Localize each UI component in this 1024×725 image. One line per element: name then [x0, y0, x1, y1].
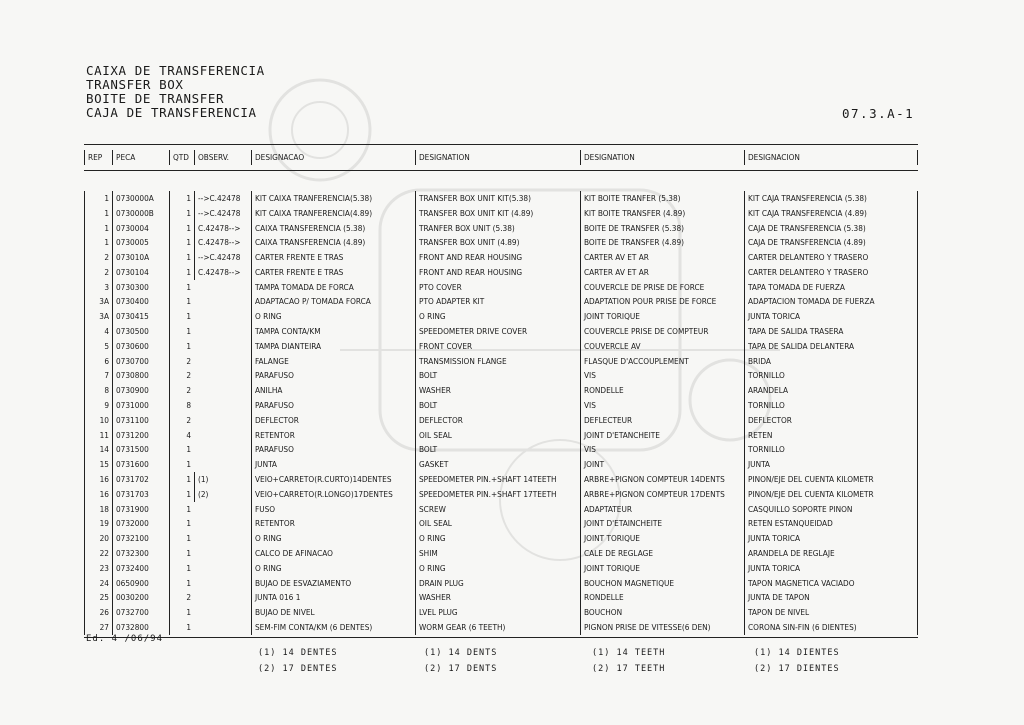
- cell-fr: VIS: [580, 442, 744, 457]
- cell-fr: COUVERCLE PRISE DE COMPTEUR: [580, 324, 744, 339]
- cell-qtd: 1: [169, 561, 194, 576]
- cell-fr: JOINT TORIQUE: [580, 309, 744, 324]
- cell-qtd: 1: [169, 487, 194, 502]
- cell-fr: JOINT TORIQUE: [580, 561, 744, 576]
- cell-pt: O RING: [251, 531, 415, 546]
- cell-es: ARANDELA: [744, 383, 918, 398]
- cell-en: OIL SEAL: [415, 516, 580, 531]
- cell-obs: (1): [194, 472, 251, 487]
- cell-en: SPEEDOMETER PIN.+SHAFT 14TEETH: [415, 472, 580, 487]
- cell-peca: 0731703: [112, 487, 169, 502]
- cell-en: PTO ADAPTER KIT: [415, 294, 580, 309]
- cell-peca: 0731900: [112, 502, 169, 517]
- cell-rep: 14: [84, 442, 112, 457]
- cell-rep: 2: [84, 250, 112, 265]
- cell-es: RETEN: [744, 428, 918, 443]
- cell-rep: 1: [84, 191, 112, 206]
- cell-qtd: 1: [169, 206, 194, 221]
- cell-qtd: 2: [169, 383, 194, 398]
- cell-es: CARTER DELANTERO Y TRASERO: [744, 265, 918, 280]
- cell-pt: FALANGE: [251, 354, 415, 369]
- cell-pt: FUSO: [251, 502, 415, 517]
- cell-rep: 11: [84, 428, 112, 443]
- cell-rep: 1: [84, 206, 112, 221]
- cell-es: CORONA SIN-FIN (6 DIENTES): [744, 620, 918, 635]
- cell-peca: 0730600: [112, 339, 169, 354]
- cell-qtd: 1: [169, 546, 194, 561]
- cell-fr: RONDELLE: [580, 383, 744, 398]
- cell-peca: 0730900: [112, 383, 169, 398]
- cell-es: TAPON DE NIVEL: [744, 605, 918, 620]
- cell-fr: CARTER AV ET AR: [580, 250, 744, 265]
- table-row: [84, 517, 918, 532]
- cell-es: BRIDA: [744, 354, 918, 369]
- cell-fr: VIS: [580, 368, 744, 383]
- cell-en: BOLT: [415, 442, 580, 457]
- cell-obs: C.42478-->: [194, 235, 251, 250]
- cell-rep: 18: [84, 502, 112, 517]
- table-body: [84, 171, 918, 637]
- cell-qtd: 1: [169, 250, 194, 265]
- cell-qtd: 1: [169, 309, 194, 324]
- cell-fr: VIS: [580, 398, 744, 413]
- cell-qtd: 2: [169, 590, 194, 605]
- cell-pt: KIT CAIXA TRANFERENCIA(4.89): [251, 206, 415, 221]
- cell-rep: 10: [84, 413, 112, 428]
- cell-qtd: 1: [169, 221, 194, 236]
- cell-peca: 0731500: [112, 442, 169, 457]
- cell-pt: PARAFUSO: [251, 368, 415, 383]
- cell-peca: 0730004: [112, 221, 169, 236]
- cell-pt: RETENTOR: [251, 428, 415, 443]
- cell-en: GASKET: [415, 457, 580, 472]
- title-en: TRANSFER BOX: [86, 77, 184, 92]
- cell-es: KIT CAJA TRANSFERENCIA (4.89): [744, 206, 918, 221]
- footnote-es-1: (1) 14 DIENTES: [754, 648, 840, 658]
- cell-qtd: 1: [169, 576, 194, 591]
- cell-es: TORNILLO: [744, 368, 918, 383]
- table-row: [84, 250, 918, 265]
- cell-en: FRONT AND REAR HOUSING: [415, 265, 580, 280]
- cell-rep: 3A: [84, 294, 112, 309]
- cell-es: CAJA DE TRANSFERENCIA (5.38): [744, 221, 918, 236]
- cell-fr: JOINT D'ETANCHEITE: [580, 428, 744, 443]
- table-row: [84, 221, 918, 236]
- cell-peca: 0730700: [112, 354, 169, 369]
- title-fr: BOITE DE TRANSFER: [86, 91, 225, 106]
- cell-qtd: 4: [169, 428, 194, 443]
- footnote-fr-2: (2) 17 TEETH: [592, 664, 666, 674]
- footnotes-pt: [258, 645, 338, 677]
- cell-rep: 9: [84, 398, 112, 413]
- cell-qtd: 1: [169, 280, 194, 295]
- cell-peca: 0731600: [112, 457, 169, 472]
- cell-qtd: 1: [169, 620, 194, 635]
- cell-fr: CARTER AV ET AR: [580, 265, 744, 280]
- table-row: [84, 383, 918, 398]
- cell-obs: -->C.42478: [194, 250, 251, 265]
- cell-rep: 8: [84, 383, 112, 398]
- table-row: [84, 443, 918, 458]
- table-row: [84, 280, 918, 295]
- cell-pt: DEFLECTOR: [251, 413, 415, 428]
- cell-rep: 1: [84, 235, 112, 250]
- cell-en: TRANSFER BOX UNIT (4.89): [415, 235, 580, 250]
- cell-fr: COUVERCLE AV: [580, 339, 744, 354]
- table-row: [84, 502, 918, 517]
- cell-rep: 2: [84, 265, 112, 280]
- cell-en: TRANSMISSION FLANGE: [415, 354, 580, 369]
- cell-fr: PIGNON PRISE DE VITESSE(6 DEN): [580, 620, 744, 635]
- title-block: [86, 64, 265, 120]
- cell-pt: SEM-FIM CONTA/KM (6 DENTES): [251, 620, 415, 635]
- header-designacion: DESIGNACION: [744, 150, 918, 165]
- cell-peca: 0731702: [112, 472, 169, 487]
- cell-pt: PARAFUSO: [251, 398, 415, 413]
- cell-peca: 0730104: [112, 265, 169, 280]
- table-row: [84, 191, 918, 206]
- cell-rep: 20: [84, 531, 112, 546]
- footnotes-fr: [592, 645, 665, 677]
- cell-peca: 0730000B: [112, 206, 169, 221]
- cell-qtd: 1: [169, 265, 194, 280]
- footnotes-en: [424, 645, 497, 677]
- footnotes-es: [754, 645, 840, 677]
- cell-en: OIL SEAL: [415, 428, 580, 443]
- table-row: [84, 487, 918, 502]
- cell-fr: JOINT D'ETAINCHEITE: [580, 516, 744, 531]
- table-row: [84, 561, 918, 576]
- cell-peca: 0732300: [112, 546, 169, 561]
- cell-fr: KIT BOITE TRANSFER (4.89): [580, 206, 744, 221]
- cell-qtd: 1: [169, 191, 194, 206]
- cell-qtd: 1: [169, 457, 194, 472]
- footnote-pt-2: (2) 17 DENTES: [258, 664, 338, 674]
- cell-peca: 0732000: [112, 516, 169, 531]
- cell-fr: COUVERCLE DE PRISE DE FORCE: [580, 280, 744, 295]
- cell-peca: 0731100: [112, 413, 169, 428]
- cell-en: DRAIN PLUG: [415, 576, 580, 591]
- cell-peca: 0730500: [112, 324, 169, 339]
- header-peca: PECA: [112, 150, 169, 165]
- cell-en: FRONT AND REAR HOUSING: [415, 250, 580, 265]
- cell-peca: 0732800: [112, 620, 169, 635]
- cell-qtd: 1: [169, 235, 194, 250]
- table-row: [84, 369, 918, 384]
- cell-peca: 0732100: [112, 531, 169, 546]
- cell-en: SPEEDOMETER PIN.+SHAFT 17TEETH: [415, 487, 580, 502]
- cell-qtd: 1: [169, 472, 194, 487]
- cell-es: JUNTA: [744, 457, 918, 472]
- cell-peca: 0730400: [112, 294, 169, 309]
- cell-qtd: 2: [169, 368, 194, 383]
- cell-peca: 0730005: [112, 235, 169, 250]
- cell-pt: O RING: [251, 561, 415, 576]
- table-row: [84, 413, 918, 428]
- parts-table: [84, 144, 918, 638]
- cell-peca: 073010A: [112, 250, 169, 265]
- cell-rep: 16: [84, 487, 112, 502]
- header-designacao: DESIGNACAO: [251, 150, 415, 165]
- cell-pt: RETENTOR: [251, 516, 415, 531]
- cell-pt: TAMPA DIANTEIRA: [251, 339, 415, 354]
- footnote-en-1: (1) 14 DENTS: [424, 648, 498, 658]
- cell-pt: KIT CAIXA TRANFERENCIA(5.38): [251, 191, 415, 206]
- cell-peca: 0730800: [112, 368, 169, 383]
- cell-en: O RING: [415, 531, 580, 546]
- cell-pt: JUNTA 016 1: [251, 590, 415, 605]
- cell-pt: TAMPA TOMADA DE FORCA: [251, 280, 415, 295]
- cell-fr: BOUCHON MAGNETIQUE: [580, 576, 744, 591]
- cell-en: TRANFER BOX UNIT (5.38): [415, 221, 580, 236]
- cell-en: SHIM: [415, 546, 580, 561]
- cell-peca: 0732400: [112, 561, 169, 576]
- header-rep: REP: [84, 150, 112, 165]
- cell-es: PINON/EJE DEL CUENTA KILOMETR: [744, 487, 918, 502]
- footnote-fr-1: (1) 14 TEETH: [592, 648, 666, 658]
- cell-es: TORNILLO: [744, 442, 918, 457]
- cell-es: CAJA DE TRANSFERENCIA (4.89): [744, 235, 918, 250]
- cell-fr: ARBRE+PIGNON COMPTEUR 17DENTS: [580, 487, 744, 502]
- cell-obs: C.42478-->: [194, 265, 251, 280]
- cell-fr: BOITE DE TRANSFER (4.89): [580, 235, 744, 250]
- cell-rep: 15: [84, 457, 112, 472]
- table-row: [84, 339, 918, 354]
- cell-obs: C.42478-->: [194, 221, 251, 236]
- cell-en: O RING: [415, 309, 580, 324]
- cell-fr: DEFLECTEUR: [580, 413, 744, 428]
- footnote-en-2: (2) 17 DENTS: [424, 664, 498, 674]
- cell-qtd: 2: [169, 354, 194, 369]
- footnote-pt-1: (1) 14 DENTES: [258, 648, 338, 658]
- cell-rep: 23: [84, 561, 112, 576]
- footnote-es-2: (2) 17 DIENTES: [754, 664, 840, 674]
- table-row: [84, 398, 918, 413]
- cell-obs: -->C.42478: [194, 191, 251, 206]
- cell-pt: O RING: [251, 309, 415, 324]
- cell-en: SPEEDOMETER DRIVE COVER: [415, 324, 580, 339]
- header-designation-en: DESIGNATION: [415, 150, 580, 165]
- cell-peca: 0731200: [112, 428, 169, 443]
- cell-pt: CAIXA TRANSFERENCIA (5.38): [251, 221, 415, 236]
- cell-en: TRANSFER BOX UNIT KIT (4.89): [415, 206, 580, 221]
- table-row: [84, 309, 918, 324]
- cell-fr: JOINT TORIQUE: [580, 531, 744, 546]
- cell-es: TAPA DE SALIDA DELANTERA: [744, 339, 918, 354]
- cell-obs: -->C.42478: [194, 206, 251, 221]
- cell-fr: KIT BOITE TRANFER (5.38): [580, 191, 744, 206]
- cell-rep: 19: [84, 516, 112, 531]
- cell-rep: 3: [84, 280, 112, 295]
- cell-en: WASHER: [415, 383, 580, 398]
- cell-pt: BUJAO DE NIVEL: [251, 605, 415, 620]
- table-row: [84, 472, 918, 487]
- cell-fr: BOITE DE TRANSFER (5.38): [580, 221, 744, 236]
- cell-peca: 0732700: [112, 605, 169, 620]
- cell-pt: PARAFUSO: [251, 442, 415, 457]
- table-row: [84, 428, 918, 443]
- cell-en: WORM GEAR (6 TEETH): [415, 620, 580, 635]
- table-row: [84, 546, 918, 561]
- cell-pt: CAIXA TRANSFERENCIA (4.89): [251, 235, 415, 250]
- cell-rep: 25: [84, 590, 112, 605]
- cell-es: RETEN ESTANQUEIDAD: [744, 516, 918, 531]
- cell-es: KIT CAJA TRANSFERENCIA (5.38): [744, 191, 918, 206]
- cell-pt: VEIO+CARRETO(R.LONGO)17DENTES: [251, 487, 415, 502]
- cell-obs: (2): [194, 487, 251, 502]
- cell-rep: 3A: [84, 309, 112, 324]
- cell-pt: ADAPTACAO P/ TOMADA FORCA: [251, 294, 415, 309]
- cell-es: TORNILLO: [744, 398, 918, 413]
- cell-en: LVEL PLUG: [415, 605, 580, 620]
- table-row: [84, 605, 918, 620]
- cell-fr: BOUCHON: [580, 605, 744, 620]
- title-pt: CAIXA DE TRANSFERENCIA: [86, 63, 265, 78]
- cell-pt: CALCO DE AFINACAO: [251, 546, 415, 561]
- cell-qtd: 1: [169, 324, 194, 339]
- table-row: [84, 324, 918, 339]
- cell-pt: CARTER FRENTE E TRAS: [251, 265, 415, 280]
- cell-rep: 27: [84, 620, 112, 635]
- cell-es: TAPON MAGNETICA VACIADO: [744, 576, 918, 591]
- cell-qtd: 2: [169, 413, 194, 428]
- cell-pt: CARTER FRENTE E TRAS: [251, 250, 415, 265]
- cell-en: SCREW: [415, 502, 580, 517]
- table-row: [84, 295, 918, 310]
- table-row: [84, 457, 918, 472]
- cell-rep: 24: [84, 576, 112, 591]
- cell-pt: JUNTA: [251, 457, 415, 472]
- cell-qtd: 1: [169, 531, 194, 546]
- cell-es: ARANDELA DE REGLAJE: [744, 546, 918, 561]
- cell-qtd: 1: [169, 442, 194, 457]
- table-row: [84, 531, 918, 546]
- cell-qtd: 1: [169, 605, 194, 620]
- cell-en: O RING: [415, 561, 580, 576]
- cell-es: DEFLECTOR: [744, 413, 918, 428]
- cell-fr: CALE DE REGLAGE: [580, 546, 744, 561]
- cell-rep: 5: [84, 339, 112, 354]
- table-row: [84, 235, 918, 250]
- title-es: CAJA DE TRANSFERENCIA: [86, 105, 257, 120]
- cell-en: PTO COVER: [415, 280, 580, 295]
- cell-fr: JOINT: [580, 457, 744, 472]
- cell-es: CASQUILLO SOPORTE PINON: [744, 502, 918, 517]
- cell-pt: ANILHA: [251, 383, 415, 398]
- cell-en: TRANSFER BOX UNIT KIT(5.38): [415, 191, 580, 206]
- cell-pt: VEIO+CARRETO(R.CURTO)14DENTES: [251, 472, 415, 487]
- edition-date: Ed. 4 /06/94: [86, 634, 164, 644]
- cell-rep: 1: [84, 221, 112, 236]
- page-reference: 07.3.A-1: [842, 106, 915, 121]
- cell-peca: 0730300: [112, 280, 169, 295]
- cell-en: WASHER: [415, 590, 580, 605]
- cell-fr: RONDELLE: [580, 590, 744, 605]
- cell-es: TAPA DE SALIDA TRASERA: [744, 324, 918, 339]
- cell-rep: 4: [84, 324, 112, 339]
- cell-fr: ARBRE+PIGNON COMPTEUR 14DENTS: [580, 472, 744, 487]
- cell-rep: 7: [84, 368, 112, 383]
- table-row: [84, 354, 918, 369]
- cell-en: DEFLECTOR: [415, 413, 580, 428]
- cell-es: JUNTA TORICA: [744, 531, 918, 546]
- table-header-row: [84, 145, 918, 171]
- cell-qtd: 1: [169, 339, 194, 354]
- header-qtd: QTD: [169, 150, 194, 165]
- cell-es: PINON/EJE DEL CUENTA KILOMETR: [744, 472, 918, 487]
- header-designation-fr: DESIGNATION: [580, 150, 744, 165]
- cell-es: CARTER DELANTERO Y TRASERO: [744, 250, 918, 265]
- cell-fr: ADAPTATION POUR PRISE DE FORCE: [580, 294, 744, 309]
- cell-pt: BUJAO DE ESVAZIAMENTO: [251, 576, 415, 591]
- cell-peca: 0030200: [112, 590, 169, 605]
- cell-rep: 22: [84, 546, 112, 561]
- cell-fr: FLASQUE D'ACCOUPLEMENT: [580, 354, 744, 369]
- cell-en: BOLT: [415, 398, 580, 413]
- cell-fr: ADAPTATEUR: [580, 502, 744, 517]
- cell-peca: 0730000A: [112, 191, 169, 206]
- cell-rep: 6: [84, 354, 112, 369]
- cell-peca: 0730415: [112, 309, 169, 324]
- cell-es: JUNTA TORICA: [744, 309, 918, 324]
- cell-qtd: 1: [169, 516, 194, 531]
- cell-qtd: 1: [169, 294, 194, 309]
- table-row: [84, 576, 918, 591]
- cell-qtd: 1: [169, 502, 194, 517]
- cell-rep: 16: [84, 472, 112, 487]
- cell-en: BOLT: [415, 368, 580, 383]
- cell-rep: 26: [84, 605, 112, 620]
- header-observ: OBSERV.: [194, 150, 251, 165]
- cell-pt: TAMPA CONTA/KM: [251, 324, 415, 339]
- table-row: [84, 206, 918, 221]
- table-row: [84, 620, 918, 635]
- cell-peca: 0650900: [112, 576, 169, 591]
- cell-es: JUNTA TORICA: [744, 561, 918, 576]
- cell-es: JUNTA DE TAPON: [744, 590, 918, 605]
- cell-peca: 0731000: [112, 398, 169, 413]
- cell-qtd: 8: [169, 398, 194, 413]
- cell-en: FRONT COVER: [415, 339, 580, 354]
- table-row: [84, 591, 918, 606]
- table-row: [84, 265, 918, 280]
- cell-es: TAPA TOMADA DE FUERZA: [744, 280, 918, 295]
- cell-es: ADAPTACION TOMADA DE FUERZA: [744, 294, 918, 309]
